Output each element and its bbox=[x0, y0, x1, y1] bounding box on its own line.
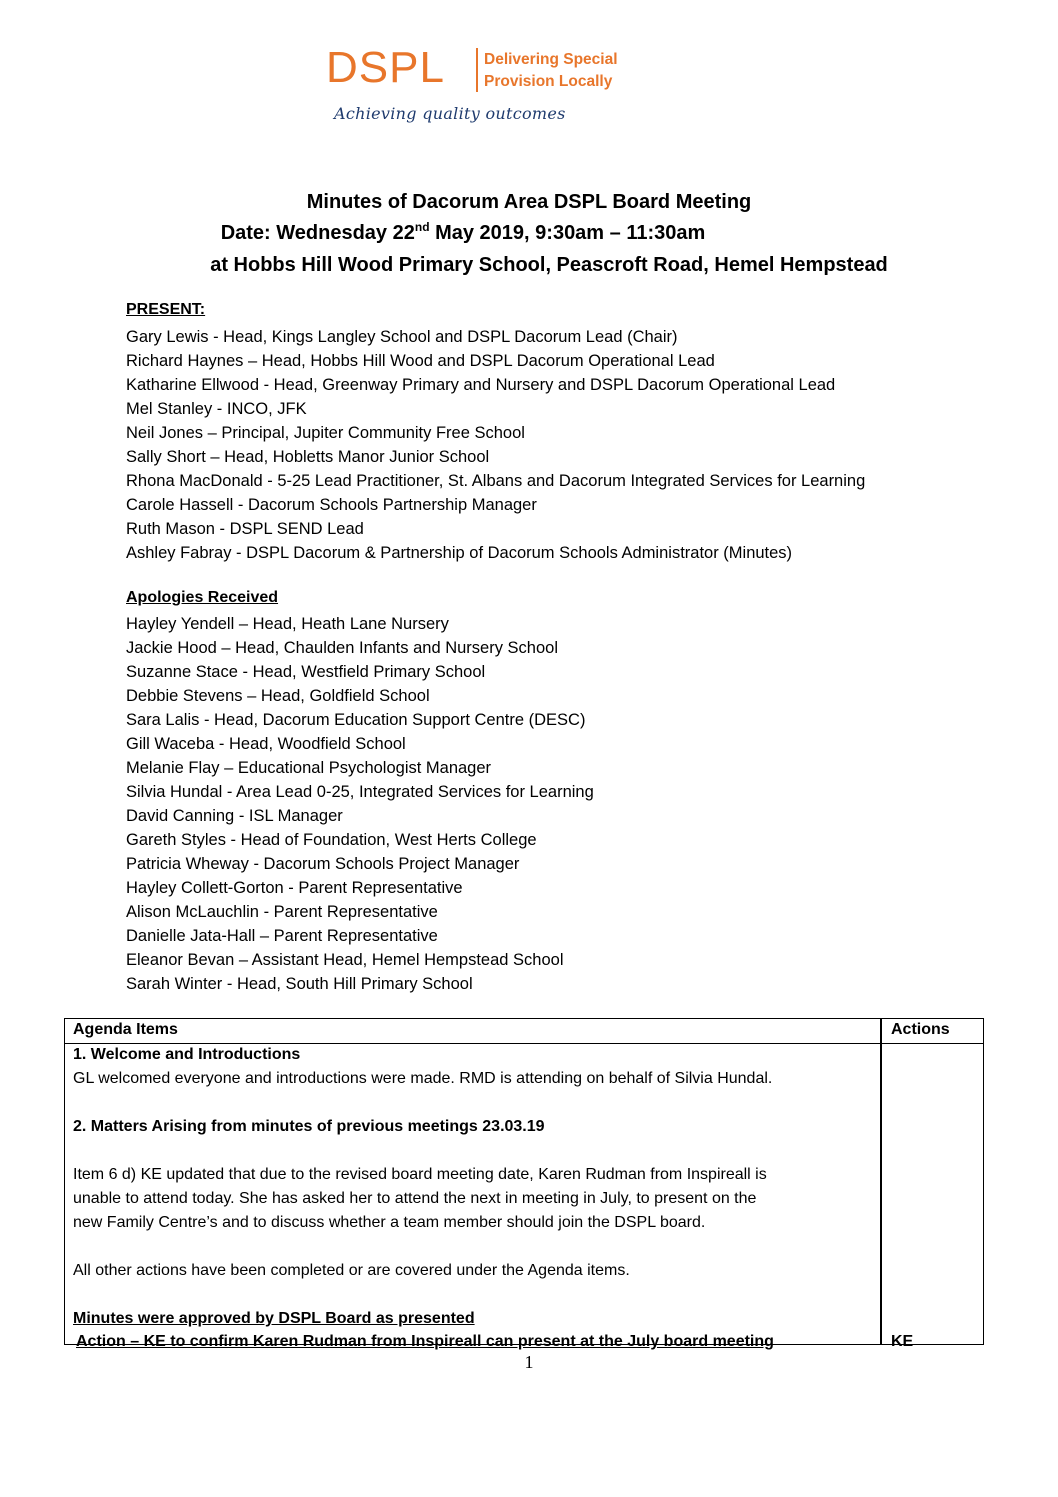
agenda-items-header: Agenda Items bbox=[73, 1021, 178, 1038]
present-heading: PRESENT: bbox=[126, 301, 206, 318]
apology-entry: David Canning - ISL Manager bbox=[126, 807, 343, 825]
action-owner: KE bbox=[891, 1333, 914, 1350]
meeting-location: at Hobbs Hill Wood Primary School, Peascroft Road, Hemel Hempstead bbox=[210, 254, 888, 276]
present-attendee: Richard Haynes – Head, Hobbs Hill Wood and DSPL Dacorum Operational Lead bbox=[126, 352, 715, 370]
agenda-item-2-para-1-line-2: unable to attend today. She has asked her to attend the next in meeting in July, to present on the bbox=[73, 1190, 757, 1207]
apologies-heading: Apologies Received bbox=[126, 589, 279, 606]
present-attendee: Katharine Ellwood - Head, Greenway Primary and Nursery and DSPL Dacorum Operational Lead bbox=[126, 376, 836, 394]
apology-entry: Melanie Flay – Educational Psychologist Manager bbox=[126, 759, 492, 777]
present-attendee: Rhona MacDonald - 5-25 Lead Practitioner, St. Albans and Dacorum Integrated Services for Learning bbox=[126, 472, 866, 490]
agenda-item-2-para-1-line-1: Item 6 d) KE updated that due to the revised board meeting date, Karen Rudman from Inspireall is bbox=[73, 1166, 767, 1183]
apology-entry: Silvia Hundal - Area Lead 0-25, Integrated Services for Learning bbox=[126, 783, 594, 801]
actions-header: Actions bbox=[891, 1021, 950, 1038]
apology-entry: Suzanne Stace - Head, Westfield Primary School bbox=[126, 663, 486, 681]
apology-entry: Eleanor Bevan – Assistant Head, Hemel Hempstead School bbox=[126, 951, 564, 969]
present-attendee: Carole Hassell - Dacorum Schools Partnership Manager bbox=[126, 496, 537, 514]
agenda-table-header bbox=[65, 1019, 983, 1044]
meeting-date-prefix: Date: Wednesday 22 bbox=[220, 222, 415, 244]
apology-entry: Hayley Collett-Gorton - Parent Representative bbox=[126, 879, 463, 897]
meeting-date-ordinal: nd bbox=[414, 220, 430, 234]
present-attendee: Sally Short – Head, Hobletts Manor Junior School bbox=[126, 448, 490, 466]
apologies-list bbox=[126, 612, 594, 996]
document-title: Minutes of Dacorum Area DSPL Board Meeting bbox=[306, 191, 752, 213]
present-list bbox=[126, 325, 865, 565]
agenda-item-1-text: GL welcomed everyone and introductions were made. RMD is attending on behalf of Silvia Hundal. bbox=[73, 1070, 773, 1087]
apology-entry: Gareth Styles - Head of Foundation, West Herts College bbox=[126, 831, 537, 849]
apology-entry: Jackie Hood – Head, Chaulden Infants and Nursery School bbox=[126, 639, 559, 657]
present-attendee: Ashley Fabray - DSPL Dacorum & Partnership of Dacorum Schools Administrator (Minutes) bbox=[126, 544, 793, 562]
agenda-item-1-title: 1. Welcome and Introductions bbox=[73, 1046, 301, 1063]
agenda-item-2-para-1-line-3: new Family Centre’s and to discuss whether a team member should join the DSPL board. bbox=[73, 1214, 706, 1231]
present-attendee: Gary Lewis - Head, Kings Langley School and DSPL Dacorum Lead (Chair) bbox=[126, 328, 678, 346]
apology-entry: Gill Waceba - Head, Woodfield School bbox=[126, 735, 406, 753]
apology-entry: Hayley Yendell – Head, Heath Lane Nursery bbox=[126, 615, 449, 633]
apology-entry: Patricia Wheway - Dacorum Schools Project Manager bbox=[126, 855, 520, 873]
minutes-approved-note: Minutes were approved by DSPL Board as presented bbox=[73, 1310, 475, 1327]
column-divider bbox=[880, 1019, 882, 1344]
present-attendee: Neil Jones – Principal, Jupiter Community Free School bbox=[126, 424, 525, 442]
action-item: Action – KE to confirm Karen Rudman from Inspireall can present at the July board meeting bbox=[76, 1333, 774, 1350]
apology-entry: Danielle Jata-Hall – Parent Representative bbox=[126, 927, 438, 945]
logo-tagline-2: Provision Locally bbox=[484, 73, 613, 90]
agenda-item-2-title: 2. Matters Arising from minutes of previous meetings 23.03.19 bbox=[73, 1118, 545, 1135]
logo-divider bbox=[476, 48, 478, 92]
apology-entry: Sarah Winter - Head, South Hill Primary School bbox=[126, 975, 473, 993]
logo-mark: DSPL bbox=[326, 43, 445, 92]
apology-entry: Sara Lalis - Head, Dacorum Education Support Centre (DESC) bbox=[126, 711, 586, 729]
dspl-logo bbox=[326, 44, 626, 130]
agenda-item-2-para-2: All other actions have been completed or are covered under the Agenda items. bbox=[73, 1262, 630, 1279]
present-attendee: Mel Stanley - INCO, JFK bbox=[126, 400, 307, 418]
present-attendee: Ruth Mason - DSPL SEND Lead bbox=[126, 520, 364, 538]
logo-slogan: Achieving quality outcomes bbox=[334, 104, 566, 123]
page-number: 1 bbox=[524, 1352, 534, 1372]
apology-entry: Debbie Stevens – Head, Goldfield School bbox=[126, 687, 430, 705]
meeting-date-suffix: May 2019, 9:30am – 11:30am bbox=[429, 222, 706, 244]
meeting-date bbox=[0, 220, 992, 244]
logo-tagline-1: Delivering Special bbox=[484, 51, 618, 68]
agenda-table bbox=[64, 1018, 984, 1350]
apology-entry: Alison McLauchlin - Parent Representative bbox=[126, 903, 438, 921]
